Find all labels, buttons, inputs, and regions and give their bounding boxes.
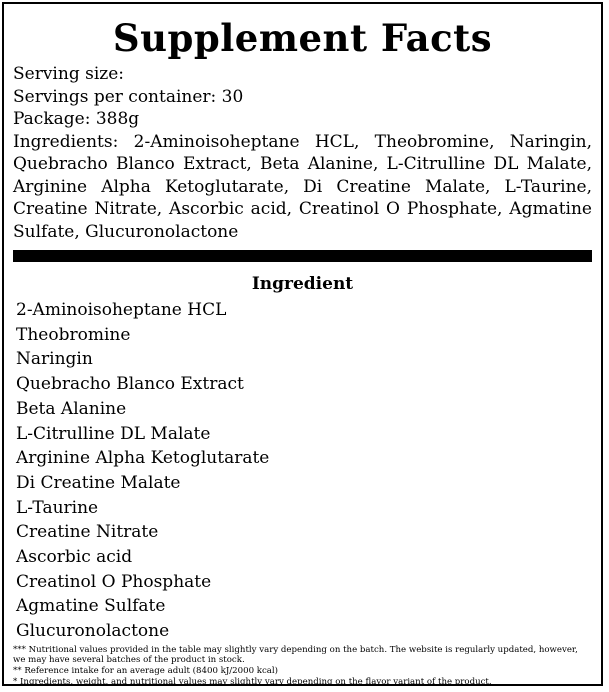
- ingredient-item: Creatine Nitrate: [16, 522, 159, 543]
- thick-divider: [13, 250, 592, 262]
- ingredient-item: Di Creatine Malate: [16, 472, 181, 493]
- footnote-batch: *** Nutritional values provided in the table may slightly vary depending on the batch. The website is regularly updated, however, we may have several batches of the product in stock.: [13, 644, 578, 666]
- supplement-facts-label: [2, 2, 603, 686]
- ingredients-summary: Ingredients: 2-Aminoisoheptane HCL, Theobromine, Naringin, Quebracho Blanco Extract, Beta Alanine, L-Citrulline DL Malate, Arginine Alpha Ketoglutarate, Di Creatine Malate, L-Taurine, Creatine Nitrate, Ascorbic acid, Creatinol O Phosphate, Agmatine Sulfate, Glucuronolactone: [13, 131, 592, 242]
- ingredient-item: Creatinol O Phosphate: [16, 571, 212, 592]
- footnote-flavor: * Ingredients, weight, and nutritional values may slightly vary depending on the flavor variant of the product.: [13, 676, 492, 687]
- ingredient-column-header: Ingredient: [251, 274, 354, 294]
- servings-per-container: Servings per container: 30: [13, 86, 244, 107]
- footnote-reference-intake: ** Reference intake for an average adult (8400 kJ/2000 kcal): [13, 666, 279, 677]
- serving-size: Serving size:: [13, 64, 125, 84]
- ingredient-item: L-Taurine: [16, 497, 99, 518]
- ingredient-item: Beta Alanine: [16, 398, 127, 419]
- ingredient-list: [4, 298, 601, 644]
- ingredient-item: Glucuronolactone: [16, 621, 170, 642]
- ingredient-item: Ascorbic acid: [16, 547, 133, 568]
- ingredient-item: Arginine Alpha Ketoglutarate: [16, 448, 270, 469]
- ingredient-item: Quebracho Blanco Extract: [16, 374, 244, 395]
- serving-info: [4, 63, 601, 243]
- ingredient-item: Naringin: [16, 349, 93, 370]
- label-title: Supplement Facts: [112, 16, 493, 60]
- ingredient-item: L-Citrulline DL Malate: [16, 423, 211, 444]
- ingredient-item: Theobromine: [16, 324, 131, 345]
- ingredient-item: 2-Aminoisoheptane HCL: [16, 300, 227, 320]
- package-weight: Package: 388g: [13, 109, 140, 129]
- footnotes: [4, 645, 601, 687]
- ingredient-item: Agmatine Sulfate: [16, 596, 166, 617]
